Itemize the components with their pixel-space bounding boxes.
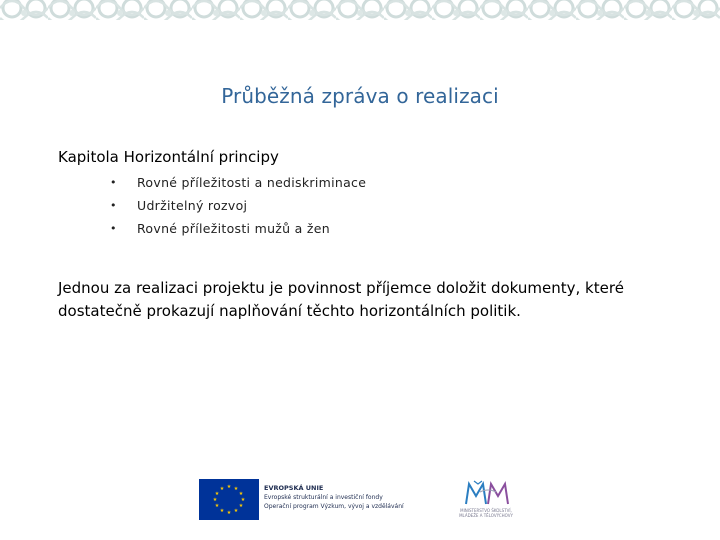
svg-text:★: ★ bbox=[214, 491, 220, 497]
body-paragraph-line: Jednou za realizaci projektu je povinnost příjemce doložit dokumenty, které bbox=[58, 279, 624, 297]
msmt-line: MINISTERSTVO ŠKOLSTVÍ, bbox=[460, 508, 512, 513]
bullet-item bbox=[110, 195, 366, 218]
svg-text:★: ★ bbox=[226, 510, 232, 516]
svg-text:★: ★ bbox=[233, 508, 239, 514]
eu-flag-icon bbox=[199, 479, 259, 520]
eu-text-block bbox=[264, 484, 439, 511]
svg-text:★: ★ bbox=[240, 497, 246, 503]
slide-title: Průběžná zpráva o realizaci bbox=[221, 84, 499, 108]
svg-text:★: ★ bbox=[238, 491, 244, 497]
svg-text:★: ★ bbox=[219, 486, 225, 492]
svg-text:★: ★ bbox=[238, 503, 244, 509]
eu-funds-line: Evropské strukturální a investiční fondy bbox=[264, 494, 383, 501]
svg-text:★: ★ bbox=[214, 503, 220, 509]
bullet-text: Udržitelný rozvoj bbox=[137, 198, 248, 213]
decorative-top-pattern bbox=[0, 0, 720, 28]
eu-title: EVROPSKÁ UNIE bbox=[264, 484, 324, 492]
bullet-dot-icon: • bbox=[110, 199, 117, 212]
body-paragraph bbox=[58, 277, 678, 323]
msmt-logo bbox=[444, 478, 528, 522]
bullet-dot-icon: • bbox=[110, 176, 117, 189]
eu-program-line: Operační program Výzkum, vývoj a vzdělávání bbox=[264, 503, 404, 510]
svg-text:★: ★ bbox=[212, 497, 218, 503]
bullet-dot-icon: • bbox=[110, 222, 117, 235]
msmt-logo-icon bbox=[444, 478, 528, 508]
bullet-item bbox=[110, 172, 366, 195]
footer-logos bbox=[196, 476, 536, 524]
svg-text:★: ★ bbox=[219, 508, 225, 514]
msmt-line: MLÁDEŽE A TĚLOVÝCHOVY bbox=[459, 513, 513, 518]
bullet-text: Rovné příležitosti mužů a žen bbox=[137, 221, 330, 236]
svg-text:★: ★ bbox=[233, 486, 239, 492]
chapter-heading: Kapitola Horizontální principy bbox=[58, 148, 279, 166]
bullet-text: Rovné příležitosti a nediskriminace bbox=[137, 175, 367, 190]
bullet-list bbox=[110, 172, 366, 241]
bullet-item bbox=[110, 218, 366, 241]
msmt-label bbox=[444, 508, 528, 518]
body-paragraph-line: dostatečně prokazují naplňování těchto horizontálních politik. bbox=[58, 302, 521, 320]
svg-text:★: ★ bbox=[226, 484, 232, 490]
